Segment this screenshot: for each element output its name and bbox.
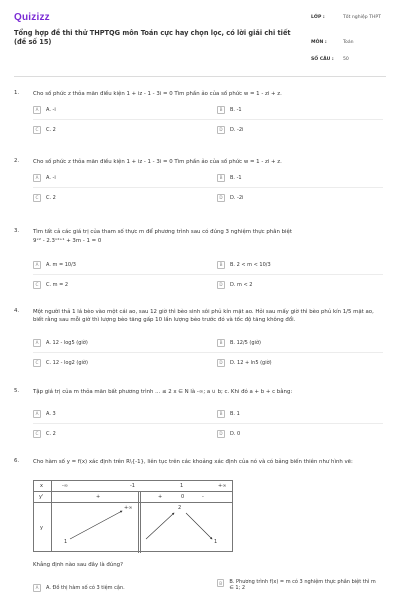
option-letter-box: C <box>33 126 41 134</box>
table-x-value: -1 <box>130 483 135 489</box>
option-a[interactable] <box>33 337 88 348</box>
table-y-value: 2 <box>178 505 182 511</box>
option-letter-box: C <box>33 281 41 289</box>
option-text: D. -2i <box>230 194 244 201</box>
option-letter-box: D <box>217 430 225 438</box>
question-text: Cho số phức z thỏa mãn điều kiện 1 + iz - 1 - 3i = 0 Tìm phần ảo của số phức w = 1 - zi + z. <box>33 91 282 97</box>
option-letter-box: B <box>217 339 225 347</box>
question-text: Tập giá trị của m thỏa mãn bất phương trình ... ≤ 2 x ∈ N là -∞; a ∪ b; c. Khi đó a + b + c bằng: <box>33 389 293 395</box>
question-5 <box>14 388 386 448</box>
table-sign: - <box>202 494 204 500</box>
question-number: 6. <box>14 458 20 464</box>
option-b[interactable] <box>217 408 240 419</box>
divider <box>33 423 383 424</box>
option-text: B. 12/5 (giờ) <box>230 339 261 346</box>
table-y-value: +∞ <box>124 505 133 511</box>
option-text: B. Phương trình f(x) = m có 3 nghiệm thực phân biệt thì m ∈ 1; 2 <box>229 579 376 591</box>
option-letter-box: D <box>217 194 225 202</box>
question-equation: 9ˣ² - 2.3ˣ²⁺¹ + 3m - 1 = 0 <box>33 238 102 244</box>
table-x-value: -∞ <box>62 483 68 489</box>
option-letter-box: A <box>33 106 41 114</box>
option-letter-box: D <box>217 281 225 289</box>
divider <box>33 274 383 275</box>
option-letter-box: C <box>33 194 41 202</box>
option-d[interactable] <box>217 357 272 368</box>
option-text: A. -i <box>46 106 56 113</box>
question-text: Cho số phức z thỏa mãn điều kiện 1 + iz - 1 - 3i = 0 Tìm phần ảo của số phức w = 1 - zi + z. <box>33 159 282 165</box>
option-letter-box: B <box>217 261 225 269</box>
option-d[interactable] <box>217 279 252 290</box>
divider <box>14 76 386 77</box>
table-sign: + <box>96 494 101 500</box>
document-title: Tổng hợp đề thi thử THPTQG môn Toán cực hay chọn lọc, có lời giải chi tiết (đề số 15) <box>14 29 291 46</box>
meta-label: SỐ CÂU : <box>311 57 334 62</box>
meta-label: LỚP : <box>311 15 325 20</box>
option-a[interactable] <box>33 259 76 270</box>
option-letter-box: B <box>217 174 225 182</box>
option-text: C. m = 2 <box>46 281 69 288</box>
option-letter-box: A <box>33 339 41 347</box>
option-text: A. Đồ thị hàm số có 3 tiệm cận. <box>46 584 125 591</box>
option-text: B. -1 <box>230 174 242 181</box>
question-4 <box>14 308 386 378</box>
option-text: D. 12 + ln5 (giờ) <box>230 359 272 366</box>
table-label-x: x <box>40 483 43 489</box>
question-3 <box>14 228 386 298</box>
option-letter-box: C <box>33 359 41 367</box>
option-text: A. m = 10/3 <box>46 261 76 268</box>
question-2 <box>14 158 386 218</box>
option-letter-box: C <box>33 430 41 438</box>
table-x-value: 1 <box>180 483 184 489</box>
table-label-yprime: y' <box>39 494 44 500</box>
option-text: D. -2i <box>230 126 244 133</box>
quizizz-logo: Quizizz <box>14 12 50 23</box>
option-letter-box: D <box>217 359 225 367</box>
question-number: 3. <box>14 228 20 234</box>
option-b[interactable] <box>217 579 377 593</box>
option-c[interactable] <box>33 279 68 290</box>
meta-value: 50 <box>343 57 349 62</box>
option-text: C. 12 - log2 (giờ) <box>46 359 88 366</box>
option-d[interactable] <box>217 192 243 203</box>
question-text: Tìm tất cả các giá trị của tham số thực m để phương trình sau có đúng 3 nghiệm thực phân biệt <box>33 229 292 235</box>
divider <box>33 352 383 353</box>
option-letter-box: B <box>217 106 225 114</box>
option-letter-box: B <box>217 579 224 587</box>
option-c[interactable] <box>33 192 56 203</box>
option-a[interactable] <box>33 172 56 183</box>
arrow-increasing <box>70 511 122 539</box>
table-sign: + <box>158 494 163 500</box>
question-number: 4. <box>14 308 20 314</box>
meta-info <box>311 15 386 68</box>
option-text: C. 2 <box>46 430 56 437</box>
option-b[interactable] <box>217 259 271 270</box>
option-text: C. 2 <box>46 194 56 201</box>
table-y-value: 1 <box>214 539 218 545</box>
table-y-value: 1 <box>64 539 68 545</box>
option-text: B. -1 <box>230 106 242 113</box>
document-header <box>14 12 386 72</box>
option-a[interactable] <box>33 582 125 593</box>
option-b[interactable] <box>217 337 261 348</box>
meta-row-count <box>311 57 386 63</box>
option-c[interactable] <box>33 124 56 135</box>
option-text: A. -i <box>46 174 56 181</box>
option-d[interactable] <box>217 428 240 439</box>
meta-value: Toán <box>343 40 354 45</box>
variation-arrows <box>34 481 234 553</box>
meta-row-subject <box>311 40 386 52</box>
option-b[interactable] <box>217 104 242 115</box>
option-b[interactable] <box>217 172 242 183</box>
option-text: D. 0 <box>230 430 241 437</box>
option-c[interactable] <box>33 428 56 439</box>
meta-value: Tốt nghiệp THPT <box>343 15 381 20</box>
option-a[interactable] <box>33 408 56 419</box>
question-1 <box>14 90 386 150</box>
option-text: A. 3 <box>46 410 56 417</box>
option-c[interactable] <box>33 357 88 368</box>
option-letter-box: A <box>33 174 41 182</box>
variation-table <box>33 480 233 552</box>
meta-row-class <box>311 15 386 35</box>
option-text: A. 12 - log5 (giờ) <box>46 339 88 346</box>
option-d[interactable] <box>217 124 243 135</box>
question-prompt: Khẳng định nào sau đây là đúng? <box>33 562 123 568</box>
table-sign: 0 <box>181 494 185 500</box>
option-text: B. 2 < m < 10/3 <box>230 261 271 268</box>
question-number: 1. <box>14 90 20 96</box>
option-letter-box: B <box>217 410 225 418</box>
meta-label: MÔN : <box>311 40 327 45</box>
question-text: Một người thả 1 lá bèo vào một cái ao, sau 12 giờ thì bèo sinh sôi phủ kín mặt ao. Hỏi sau mấy giờ thì bèo phủ kín 1/5 mặt ao, biết rằng sau mỗi giờ thì lượng bèo tăng gấp 10 lần lượng bèo trước đó và tốc độ tăng không đổi. <box>33 309 374 323</box>
divider <box>33 187 383 188</box>
arrow-increasing <box>146 513 174 539</box>
option-letter-box: D <box>217 126 225 134</box>
option-text: D. m < 2 <box>230 281 253 288</box>
table-label-y: y <box>40 525 43 531</box>
divider <box>33 119 383 120</box>
question-number: 2. <box>14 158 20 164</box>
option-a[interactable] <box>33 104 56 115</box>
option-letter-box: A <box>33 410 41 418</box>
option-letter-box: A <box>33 261 41 269</box>
question-number: 5. <box>14 388 20 394</box>
option-text: C. 2 <box>46 126 56 133</box>
option-letter-box: A <box>33 584 41 592</box>
arrow-decreasing <box>186 513 212 539</box>
question-text: Cho hàm số y = f(x) xác định trên R\{-1}, liên tục trên các khoảng xác định của nó và có bảng biến thiên như hình vẽ: <box>33 459 353 465</box>
table-x-value: +∞ <box>218 483 227 489</box>
option-text: B. 1 <box>230 410 240 417</box>
